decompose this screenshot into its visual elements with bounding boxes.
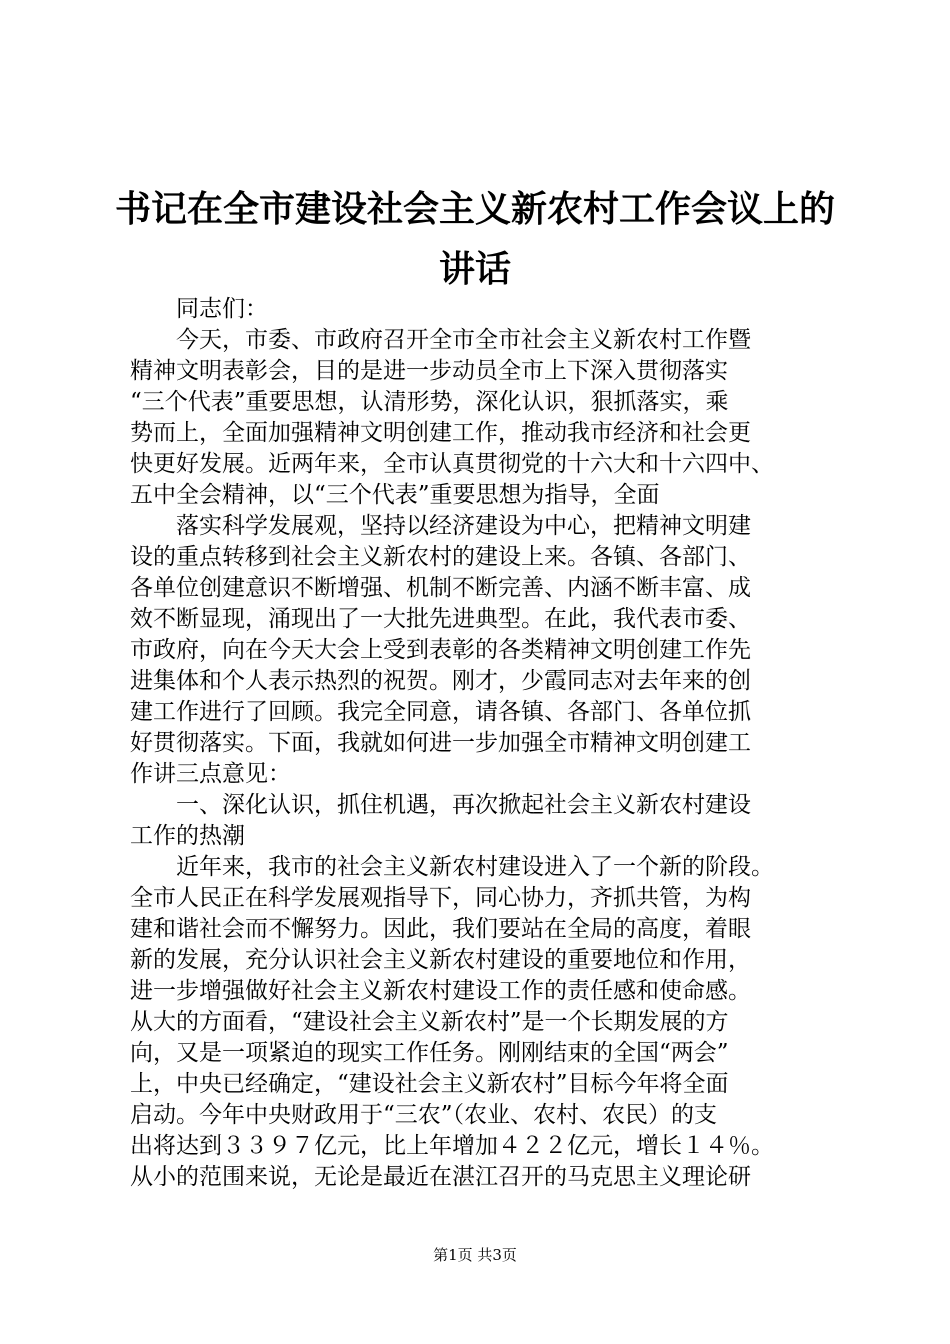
- body-line: 全市人民正在科学发展观指导下，同心协力，齐抓共管，为构: [130, 885, 751, 911]
- body-line: 近年来，我市的社会主义新农村建设进入了一个新的阶段。: [130, 854, 774, 880]
- body-line: 好贯彻落实。下面，我就如何进一步加强全市精神文明创建工: [130, 730, 751, 756]
- body-line: 效不断显现，涌现出了一大批先进典型。在此，我代表市委、: [130, 606, 751, 632]
- body-line: 势而上，全面加强精神文明创建工作，推动我市经济和社会更: [130, 420, 751, 446]
- body-line: 落实科学发展观，坚持以经济建设为中心，把精神文明建: [130, 513, 751, 539]
- document-title-line-2: 讲话: [438, 248, 511, 290]
- body-line: 建工作进行了回顾。我完全同意，请各镇、各部门、各单位抓: [130, 699, 751, 725]
- document-title-line-1: 书记在全市建设社会主义新农村工作会议上的: [114, 188, 835, 230]
- body-line: 各单位创建意识不断增强、机制不断完善、内涵不断丰富、成: [130, 575, 751, 601]
- body-line: 建和谐社会而不懈努力。因此，我们要站在全局的高度，着眼: [130, 916, 751, 942]
- body-line: 启动。今年中央财政用于“三农”（农业、农村、农民）的支: [130, 1102, 718, 1128]
- body-line: 从大的方面看，“建设社会主义新农村”是一个长期发展的方: [130, 1009, 729, 1035]
- body-line: “三个代表”重要思想，认清形势，深化认识，狠抓落实，乘: [130, 389, 729, 415]
- body-line: 同志们：: [130, 296, 268, 322]
- section-heading-line: 一、深化认识，抓住机遇，再次掀起社会主义新农村建设: [130, 792, 751, 818]
- body-line: 快更好发展。近两年来，全市认真贯彻党的十六大和十六四中、: [130, 451, 774, 477]
- body-line: 新的发展，充分认识社会主义新农村建设的重要地位和作用，: [130, 947, 751, 973]
- body-line: 市政府，向在今天大会上受到表彰的各类精神文明创建工作先: [130, 637, 751, 663]
- body-line: 作讲三点意见：: [130, 761, 291, 787]
- body-line: 向，又是一项紧迫的现实工作任务。刚刚结束的全国“两会”: [130, 1040, 729, 1066]
- body-line: 进集体和个人表示热烈的祝贺。刚才，少霞同志对去年来的创: [130, 668, 751, 694]
- body-line: 精神文明表彰会，目的是进一步动员全市上下深入贯彻落实: [130, 358, 728, 384]
- section-heading-line: 工作的热潮: [130, 823, 245, 849]
- body-line: 出将达到３３９７亿元，比上年增加４２２亿元，增长１４％。: [130, 1133, 774, 1159]
- body-line: 从小的范围来说，无论是最近在湛江召开的马克思主义理论研: [130, 1164, 751, 1190]
- body-line: 今天，市委、市政府召开全市全市社会主义新农村工作暨: [130, 327, 751, 353]
- body-line: 上，中央已经确定，“建设社会主义新农村”目标今年将全面: [130, 1071, 729, 1097]
- body-line: 五中全会精神，以“三个代表”重要思想为指导，全面: [130, 482, 660, 508]
- page-number-footer: 第1页 共3页: [433, 1246, 517, 1264]
- body-line: 设的重点转移到社会主义新农村的建设上来。各镇、各部门、: [130, 544, 751, 570]
- body-line: 进一步增强做好社会主义新农村建设工作的责任感和使命感。: [130, 978, 751, 1004]
